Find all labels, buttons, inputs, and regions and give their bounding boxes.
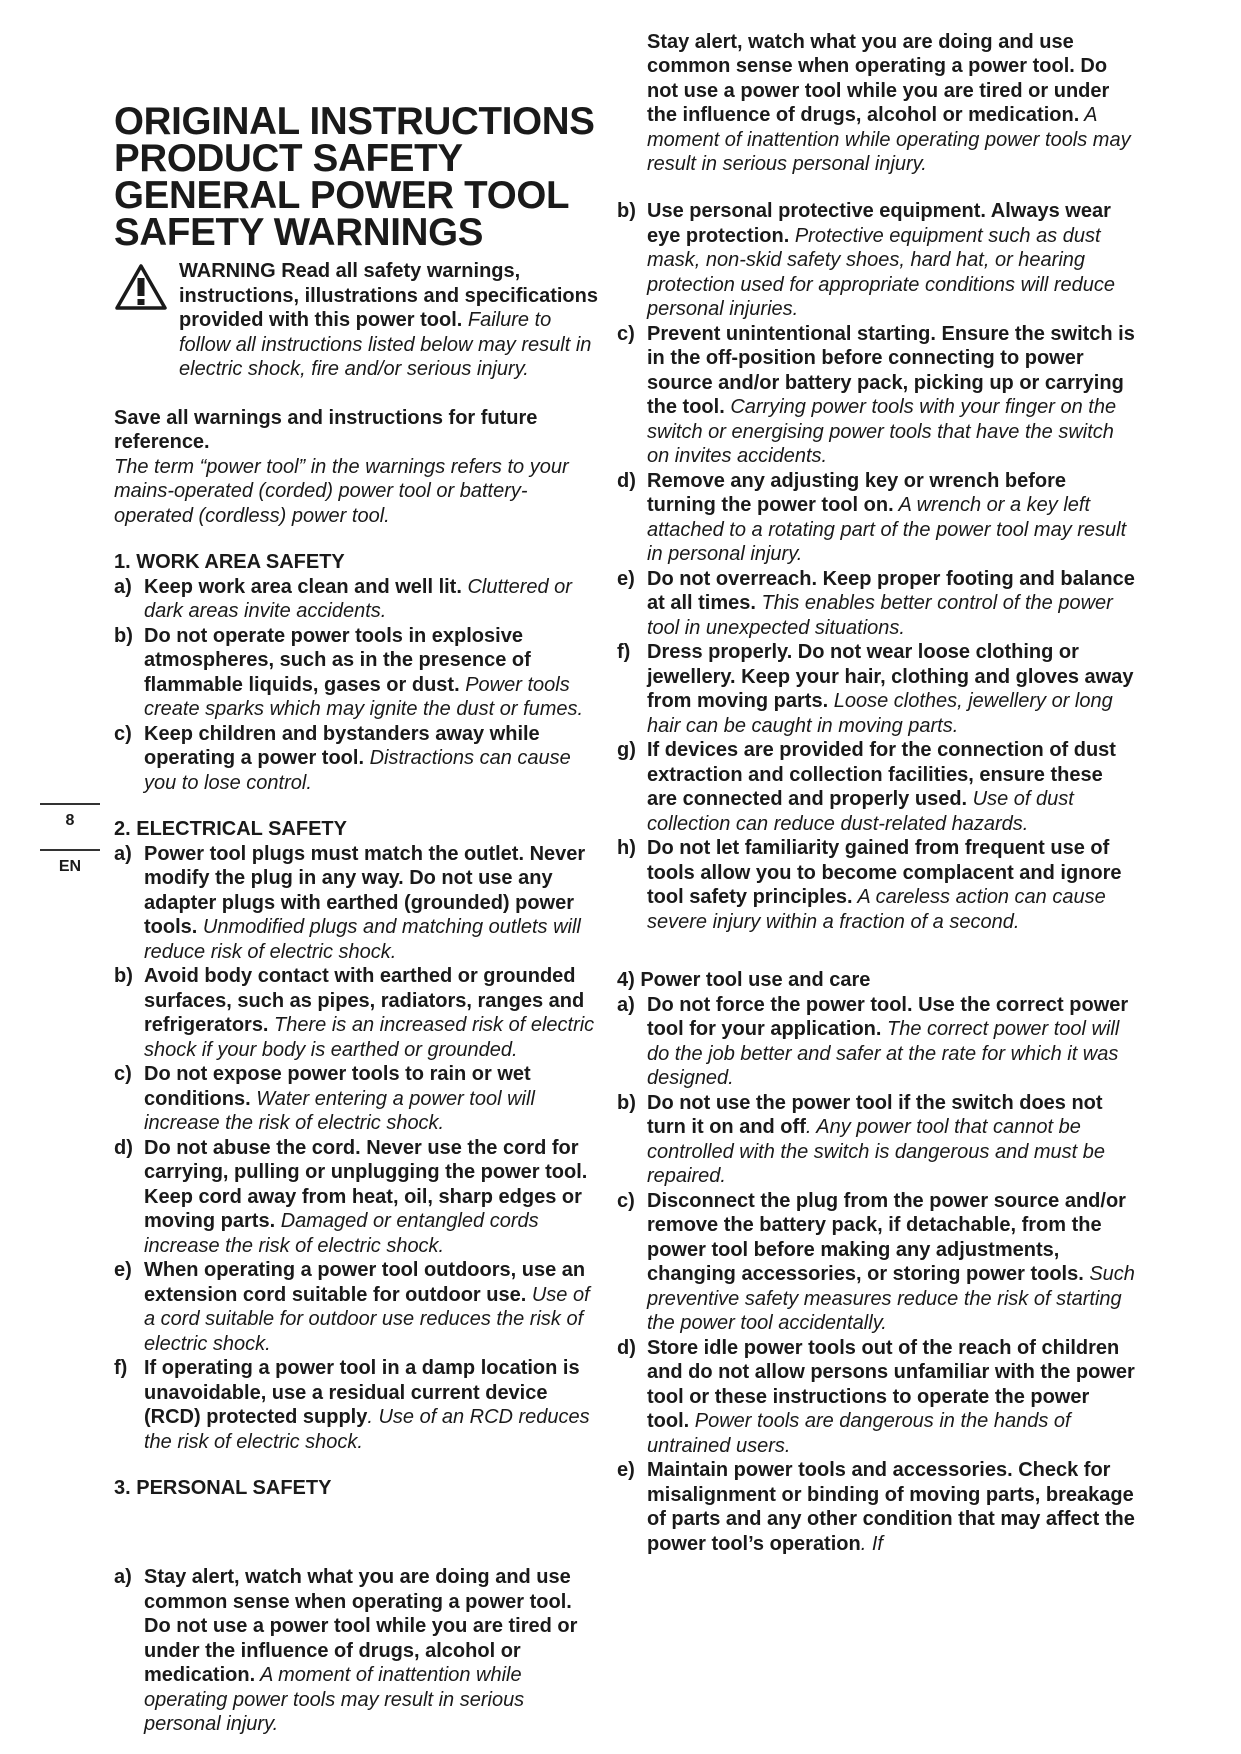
- list-item: d) Do not abuse the cord. Never use the cord for carrying, pulling or unplugging the power tool. Keep cord away from heat, oil, sharp edges or moving parts. Damaged or entangled cords increase the risk of electric shock.: [114, 1136, 588, 1257]
- list-item: c) Prevent unintentional starting. Ensure the switch is in the off-position before connecting to power source and/or battery pack, picking up or carrying the tool. Carrying power tools with your finger on the switch or energising power tools that have the switch on invites accidents.: [617, 322, 1135, 467]
- page-rule-top: [40, 803, 100, 805]
- list-item: c) Keep children and bystanders away while operating a power tool. Distractions can cause you to lose control.: [114, 722, 571, 794]
- list-item: e) Maintain power tools and accessories. Check for misalignment or binding of moving parts, breakage of parts and any other condition that may affect the power tool’s operation. If: [617, 1459, 1135, 1555]
- right-column: [617, 30, 1135, 1556]
- list-item: d) Store idle power tools out of the reach of children and do not allow persons unfamiliar with the power tool or these instructions to operate the power tool. Power tools are dangerous in the hands of untrained users.: [617, 1336, 1135, 1457]
- section-heading-personal: 3. PERSONAL SAFETY: [114, 1477, 332, 1499]
- left-column: [114, 100, 604, 1501]
- list-item: d) Remove any adjusting key or wrench before turning the power tool on. A wrench or a key left attached to a rotating part of the power tool may result in personal injury.: [617, 469, 1127, 565]
- term-definition: The term “power tool” in the warnings refers to your mains-operated (corded) power tool or battery-operated (cordless) power tool.: [114, 455, 569, 527]
- warning-block: [114, 259, 604, 382]
- list-item: e) When operating a power tool outdoors, use an extension cord suitable for outdoor use. Use of a cord suitable for outdoor use reduces the risk of electric shock.: [114, 1259, 590, 1355]
- title-line: PRODUCT SAFETY: [114, 137, 463, 180]
- warning-text: [114, 259, 604, 382]
- list-item: a) Keep work area clean and well lit. Cluttered or dark areas invite accidents.: [114, 575, 572, 622]
- list-item: a) Do not force the power tool. Use the correct power tool for your application. The correct power tool will do the job better and safer at the rate for which it was designed.: [617, 993, 1129, 1089]
- page-number: 8: [65, 812, 75, 829]
- list-item: b) Avoid body contact with earthed or grounded surfaces, such as pipes, radiators, ranges and refrigerators. There is an increased risk of electric shock if your body is earthed or grounded.: [114, 965, 595, 1061]
- page-title: [114, 100, 604, 254]
- list-item: f) Dress properly. Do not wear loose clothing or jewellery. Keep your hair, clothing and gloves away from moving parts. Loose clothes, jewellery or long hair can be caught in moving parts.: [617, 641, 1134, 737]
- title-line: ORIGINAL INSTRUCTIONS: [114, 100, 595, 143]
- title-line: GENERAL POWER TOOL: [114, 174, 570, 217]
- list-item: a) Power tool plugs must match the outlet. Never modify the plug in any way. Do not use any adapter plugs with earthed (grounded) power tools. Unmodified plugs and matching outlets will reduce risk of electric shock.: [114, 842, 586, 963]
- page-rule-bottom: [40, 849, 100, 851]
- warning-triangle-icon: [114, 263, 168, 311]
- list-item: f) If operating a power tool in a damp location is unavoidable, use a residual current device (RCD) protected supply. Use of an RCD reduces the risk of electric shock.: [114, 1357, 590, 1453]
- section-heading-work-area: 1. WORK AREA SAFETY: [114, 551, 345, 573]
- split-item-left: [114, 1565, 604, 1735]
- list-item: a) Stay alert, watch what you are doing and use common sense when operating a power tool. Do not use a power tool while you are tired or under the influence of drugs, alcohol or medication. A moment of inattention while operating power tools may result in serious personal injury.: [114, 1566, 578, 1735]
- list-item: g) If devices are provided for the connection of dust extraction and collection facilities, ensure these are connected and properly used. Use of dust collection can reduce dust-related hazards.: [617, 739, 1116, 835]
- list-item: h) Do not let familiarity gained from frequent use of tools allow you to become complacent and ignore tool safety principles. A careless action can cause severe injury within a fraction of a second.: [617, 837, 1122, 933]
- list-item: b) Use personal protective equipment. Always wear eye protection. Protective equipment such as dust mask, non-skid safety shoes, hard hat, or hearing protection used for appropriate conditions will reduce personal injuries.: [617, 200, 1116, 320]
- list-item: c) Disconnect the plug from the power source and/or remove the battery pack, if detachable, from the power tool before making any adjustments, changing accessories, or storing power tools. Such preventive safety measures reduce the risk of starting the power tool accidentally.: [617, 1189, 1135, 1334]
- section-heading-electrical: 2. ELECTRICAL SAFETY: [114, 818, 347, 840]
- list-item: b) Do not operate power tools in explosive atmospheres, such as in the presence of flammable liquids, gases or dust. Power tools create sparks which may ignite the dust or fumes.: [114, 624, 584, 720]
- warning-italic: Failure to follow all instructions listed below may result in electric shock, fire and/or serious injury.: [179, 309, 592, 380]
- list-item: e) Do not overreach. Keep proper footing and balance at all times. This enables better control of the power tool in unexpected situations.: [617, 567, 1135, 639]
- save-instructions: Save all warnings and instructions for future reference.: [114, 406, 538, 453]
- section-heading-tool-use: 4) Power tool use and care: [617, 969, 871, 991]
- list-item: b) Do not use the power tool if the switch does not turn it on and off. Any power tool that cannot be controlled with the switch is dangerous and must be repaired.: [617, 1091, 1106, 1187]
- title-line: SAFETY WARNINGS: [114, 211, 484, 254]
- list-item: c) Do not expose power tools to rain or wet conditions. Water entering a power tool will increase the risk of electric shock.: [114, 1063, 535, 1134]
- language-code: EN: [58, 858, 82, 875]
- warning-bold: WARNING Read all safety warnings, instructions, illustrations and specifications provided with this power tool.: [179, 260, 598, 331]
- split-item-right: Stay alert, watch what you are doing and use common sense when operating a power tool. Do not use a power tool while you are tired or under the influence of drugs, alcohol or medication. A moment of inattention while operating power tools may result in serious personal injury.: [647, 30, 1131, 175]
